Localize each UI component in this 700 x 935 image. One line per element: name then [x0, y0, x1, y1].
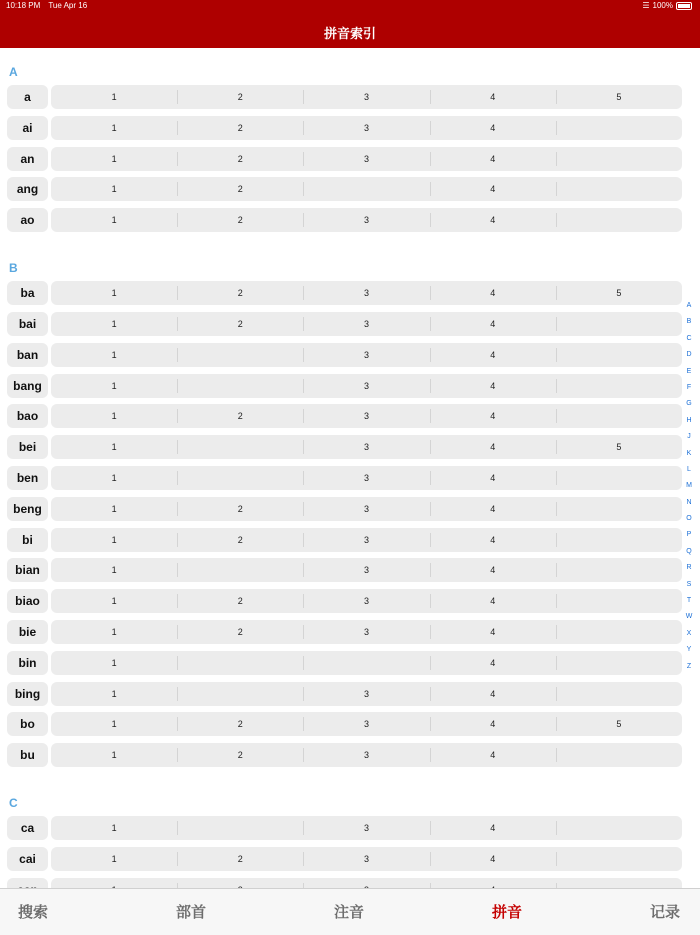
syllable-row-bang	[7, 374, 682, 398]
index-letter-r[interactable]: R	[686, 564, 692, 572]
syllable-button[interactable]: biao	[7, 589, 48, 613]
pinyin-list[interactable]	[0, 48, 700, 888]
tone-5-button	[556, 466, 682, 490]
tone-buttons	[51, 147, 682, 171]
tone-1-button[interactable]: 1	[111, 215, 117, 226]
tone-2-button	[177, 816, 303, 840]
syllable-row-bu	[7, 743, 682, 767]
tone-4-button[interactable]: 4	[430, 116, 556, 140]
tone-5-button	[556, 682, 682, 706]
battery-percent: 100%	[652, 1, 673, 10]
tone-5-button	[556, 116, 682, 140]
tone-buttons	[51, 116, 682, 140]
tone-2-button[interactable]: 2	[177, 177, 303, 201]
tone-4-button[interactable]: 4	[430, 312, 556, 336]
tone-buttons	[51, 816, 682, 840]
index-letter-c[interactable]: C	[686, 334, 692, 342]
tone-5-button	[556, 847, 682, 871]
tone-1-button[interactable]: 1	[111, 534, 117, 545]
index-letter-y[interactable]: Y	[686, 646, 692, 654]
tone-3-button	[303, 651, 429, 675]
status-date: Tue Apr 16	[48, 1, 88, 10]
syllable-row-biao	[7, 589, 682, 613]
tone-buttons	[51, 374, 682, 398]
syllable-row-ben	[7, 466, 682, 490]
syllable-row-bin	[7, 651, 682, 675]
tone-2-button[interactable]: 2	[177, 620, 303, 644]
status-bar-right	[642, 1, 692, 10]
index-letter-q[interactable]: Q	[686, 547, 692, 555]
tone-1-button[interactable]: 1	[111, 122, 117, 133]
syllable-button[interactable]: bing	[7, 682, 48, 706]
syllable-button[interactable]: ba	[7, 281, 48, 305]
syllable-button[interactable]: a	[7, 85, 48, 109]
tone-2-button	[177, 343, 303, 367]
syllable-button[interactable]: bian	[7, 558, 48, 582]
tone-buttons	[51, 208, 682, 232]
tone-3-button	[303, 177, 429, 201]
tone-2-button[interactable]: 2	[177, 589, 303, 613]
syllable-row-bai	[7, 312, 682, 336]
syllable-row-bing	[7, 682, 682, 706]
tone-buttons	[51, 682, 682, 706]
tone-buttons	[51, 466, 682, 490]
tone-4-button[interactable]: 4	[430, 435, 556, 459]
tone-buttons	[51, 651, 682, 675]
tone-4-button[interactable]: 4	[430, 374, 556, 398]
tone-2-button[interactable]: 2	[177, 312, 303, 336]
syllable-button[interactable]: ben	[7, 466, 48, 490]
tone-1-button[interactable]: 1	[111, 565, 117, 576]
tone-4-button[interactable]: 4	[430, 847, 556, 871]
tone-5-button	[556, 651, 682, 675]
index-letter-s[interactable]: S	[686, 580, 692, 588]
tone-buttons	[51, 847, 682, 871]
tone-4-button[interactable]: 4	[430, 85, 556, 109]
tone-3-button[interactable]: 3	[303, 497, 429, 521]
tone-buttons	[51, 404, 682, 428]
index-letter-n[interactable]: N	[686, 498, 692, 506]
syllable-row-an	[7, 147, 682, 171]
tone-5-button	[556, 528, 682, 552]
syllable-row-bao	[7, 404, 682, 428]
index-letter-w[interactable]: W	[685, 613, 693, 621]
index-letter-x[interactable]: X	[686, 629, 692, 637]
tone-3-button[interactable]: 3	[303, 116, 429, 140]
syllable-row-bei	[7, 435, 682, 459]
tone-5-button	[556, 589, 682, 613]
tone-5-button	[556, 312, 682, 336]
tone-1-button[interactable]: 1	[111, 184, 117, 195]
section-header-b: B	[9, 261, 18, 276]
tone-4-button[interactable]: 4	[430, 682, 556, 706]
section-header-c: C	[9, 796, 18, 811]
tone-1-button[interactable]: 1	[111, 319, 117, 329]
syllable-button[interactable]: bao	[7, 404, 48, 428]
syllable-row-ang	[7, 177, 682, 201]
tone-4-button[interactable]: 4	[430, 558, 556, 582]
tone-2-button[interactable]: 2	[177, 712, 303, 736]
syllable-row-a	[7, 85, 682, 109]
index-letter-d[interactable]: D	[686, 351, 692, 359]
tone-buttons	[51, 343, 682, 367]
index-letter-p[interactable]: P	[686, 531, 692, 539]
index-letter-l[interactable]: L	[687, 465, 691, 473]
syllable-button[interactable]: bie	[7, 620, 48, 644]
tone-3-button[interactable]: 3	[303, 404, 429, 428]
syllable-button[interactable]: ca	[7, 816, 48, 840]
tone-2-button[interactable]: 2	[177, 743, 303, 767]
syllable-row-ai	[7, 116, 682, 140]
tone-3-button[interactable]: 3	[303, 816, 429, 840]
syllable-row-cai	[7, 847, 682, 871]
tone-3-button[interactable]: 3	[303, 147, 429, 171]
tone-5-button	[556, 177, 682, 201]
syllable-button[interactable]: ao	[7, 208, 48, 232]
tone-buttons	[51, 312, 682, 336]
index-letter-f[interactable]: F	[686, 383, 692, 391]
tone-buttons	[51, 528, 682, 552]
tone-3-button[interactable]: 3	[303, 435, 429, 459]
index-letter-m[interactable]: M	[686, 482, 692, 490]
tone-5-button	[556, 147, 682, 171]
tone-4-button[interactable]: 4	[430, 281, 556, 305]
tone-3-button[interactable]: 3	[303, 466, 429, 490]
wifi-icon: ☰	[642, 1, 650, 10]
syllable-button[interactable]: bu	[7, 743, 48, 767]
tone-1-button[interactable]: 1	[111, 719, 117, 730]
tone-3-button[interactable]: 3	[303, 374, 429, 398]
tone-1-button[interactable]: 1	[111, 657, 117, 668]
tone-1-button[interactable]: 1	[111, 473, 117, 483]
syllable-button[interactable]: bi	[7, 528, 48, 552]
syllable-row-ca	[7, 816, 682, 840]
tone-4-button[interactable]: 4	[430, 208, 556, 232]
index-letter-h[interactable]: H	[686, 416, 692, 424]
tone-1-button[interactable]: 1	[111, 627, 117, 637]
tone-5-button	[556, 620, 682, 644]
navigation-bar	[0, 0, 700, 48]
tab-radical[interactable]: 部首	[176, 903, 207, 921]
tone-1-button[interactable]: 1	[111, 688, 117, 699]
tone-2-button	[177, 374, 303, 398]
tone-2-button	[177, 651, 303, 675]
syllable-row-bie	[7, 620, 682, 644]
tone-5-button	[556, 558, 682, 582]
tone-4-button[interactable]: 4	[430, 466, 556, 490]
tone-2-button[interactable]: 2	[177, 528, 303, 552]
section-header-a: A	[9, 65, 18, 79]
tab-bar	[0, 888, 700, 935]
index-letter-z[interactable]: Z	[686, 662, 692, 670]
tone-2-button[interactable]: 2	[177, 147, 303, 171]
index-letter-o[interactable]: O	[686, 515, 692, 523]
tone-2-button[interactable]: 2	[177, 404, 303, 428]
tone-buttons	[51, 85, 682, 109]
tone-1-button[interactable]: 1	[111, 411, 117, 422]
tone-2-button[interactable]: 2	[177, 497, 303, 521]
index-letter-t[interactable]: T	[686, 597, 692, 605]
syllable-row-beng	[7, 497, 682, 521]
tone-buttons	[51, 497, 682, 521]
status-bar-left	[6, 1, 93, 10]
tone-2-button	[177, 558, 303, 582]
tone-1-button[interactable]: 1	[111, 596, 117, 607]
tone-1-button[interactable]: 1	[111, 92, 117, 102]
battery-icon	[676, 2, 692, 10]
tone-1-button[interactable]: 1	[111, 823, 117, 834]
syllable-button[interactable]: ban	[7, 343, 48, 367]
syllable-row-ba	[7, 281, 682, 305]
syllable-button[interactable]: ang	[7, 177, 48, 201]
status-time: 10:18 PM	[6, 1, 41, 10]
index-letter-k[interactable]: K	[686, 449, 692, 457]
tab-search[interactable]: 搜索	[18, 903, 49, 921]
index-letter-j[interactable]: J	[687, 433, 691, 441]
tone-2-button[interactable]: 2	[177, 847, 303, 871]
tone-2-button[interactable]: 2	[177, 208, 303, 232]
tone-1-button[interactable]: 1	[111, 349, 117, 360]
tone-5-button	[556, 404, 682, 428]
tone-1-button[interactable]: 1	[111, 380, 117, 391]
tone-4-button[interactable]: 4	[430, 177, 556, 201]
tone-buttons	[51, 435, 682, 459]
tone-1-button[interactable]: 1	[111, 442, 117, 453]
tone-3-button[interactable]: 3	[303, 208, 429, 232]
tone-buttons	[51, 620, 682, 644]
tone-4-button[interactable]: 4	[430, 147, 556, 171]
tone-5-button[interactable]: 5	[556, 281, 682, 305]
index-letter-e[interactable]: E	[686, 367, 692, 375]
syllable-row-bo	[7, 712, 682, 736]
index-letter-a[interactable]: A	[686, 302, 692, 309]
syllable-button[interactable]: beng	[7, 497, 48, 521]
tone-5-button	[556, 343, 682, 367]
syllable-button[interactable]: bang	[7, 374, 48, 398]
tone-5-button[interactable]: 5	[556, 435, 682, 459]
tone-2-button[interactable]: 2	[177, 85, 303, 109]
tone-3-button[interactable]: 3	[303, 528, 429, 552]
tone-buttons	[51, 558, 682, 582]
tone-3-button[interactable]: 3	[303, 847, 429, 871]
tone-4-button[interactable]: 4	[430, 743, 556, 767]
page-title: 拼音索引	[323, 26, 376, 41]
tone-3-button[interactable]: 3	[303, 743, 429, 767]
tone-2-button	[177, 466, 303, 490]
tone-2-button[interactable]: 2	[177, 116, 303, 140]
syllable-button[interactable]: bai	[7, 312, 48, 336]
tone-1-button[interactable]: 1	[111, 854, 117, 864]
tone-3-button[interactable]: 3	[303, 85, 429, 109]
tone-1-button[interactable]: 1	[111, 153, 117, 164]
index-letter-g[interactable]: G	[686, 400, 692, 408]
tone-buttons	[51, 743, 682, 767]
tone-5-button	[556, 743, 682, 767]
tab-zhuyin[interactable]: 注音	[334, 903, 365, 921]
tone-3-button[interactable]: 3	[303, 712, 429, 736]
tone-3-button[interactable]: 3	[303, 558, 429, 582]
tone-5-button	[556, 374, 682, 398]
tone-3-button[interactable]: 3	[303, 682, 429, 706]
tone-2-button	[177, 682, 303, 706]
tone-3-button[interactable]: 3	[303, 620, 429, 644]
tone-4-button[interactable]: 4	[430, 712, 556, 736]
tone-buttons	[51, 177, 682, 201]
tone-buttons	[51, 712, 682, 736]
index-letter-b[interactable]: B	[686, 318, 692, 326]
syllable-row-ao	[7, 208, 682, 232]
syllable-button[interactable]: an	[7, 147, 48, 171]
syllable-button[interactable]: bei	[7, 435, 48, 459]
tone-5-button[interactable]: 5	[556, 85, 682, 109]
tone-buttons	[51, 281, 682, 305]
tone-3-button[interactable]: 3	[303, 589, 429, 613]
tone-4-button[interactable]: 4	[430, 528, 556, 552]
tone-3-button[interactable]: 3	[303, 312, 429, 336]
syllable-button[interactable]: bin	[7, 651, 48, 675]
tone-4-button[interactable]: 4	[430, 816, 556, 840]
tone-4-button[interactable]: 4	[430, 343, 556, 367]
syllable-button[interactable]: cai	[7, 847, 48, 871]
syllable-row-ban	[7, 343, 682, 367]
syllable-button[interactable]: ai	[7, 116, 48, 140]
tone-2-button[interactable]: 2	[177, 281, 303, 305]
tone-4-button[interactable]: 4	[430, 589, 556, 613]
syllable-button[interactable]: bo	[7, 712, 48, 736]
tone-2-button	[177, 435, 303, 459]
tone-1-button[interactable]: 1	[111, 750, 117, 761]
tab-history[interactable]: 记录	[650, 903, 681, 921]
tone-4-button[interactable]: 4	[430, 651, 556, 675]
tone-5-button[interactable]: 5	[556, 712, 682, 736]
tone-4-button[interactable]: 4	[430, 620, 556, 644]
tone-1-button[interactable]: 1	[111, 503, 117, 514]
tab-pinyin[interactable]: 拼音	[492, 903, 523, 921]
tone-1-button[interactable]: 1	[111, 288, 117, 299]
tone-4-button[interactable]: 4	[430, 404, 556, 428]
tone-5-button	[556, 816, 682, 840]
tone-buttons	[51, 589, 682, 613]
section-index[interactable]	[683, 298, 695, 675]
syllable-row-bi	[7, 528, 682, 552]
tone-3-button[interactable]: 3	[303, 281, 429, 305]
syllable-row-bian	[7, 558, 682, 582]
tone-3-button[interactable]: 3	[303, 343, 429, 367]
tone-5-button	[556, 208, 682, 232]
tone-4-button[interactable]: 4	[430, 497, 556, 521]
tone-5-button	[556, 497, 682, 521]
